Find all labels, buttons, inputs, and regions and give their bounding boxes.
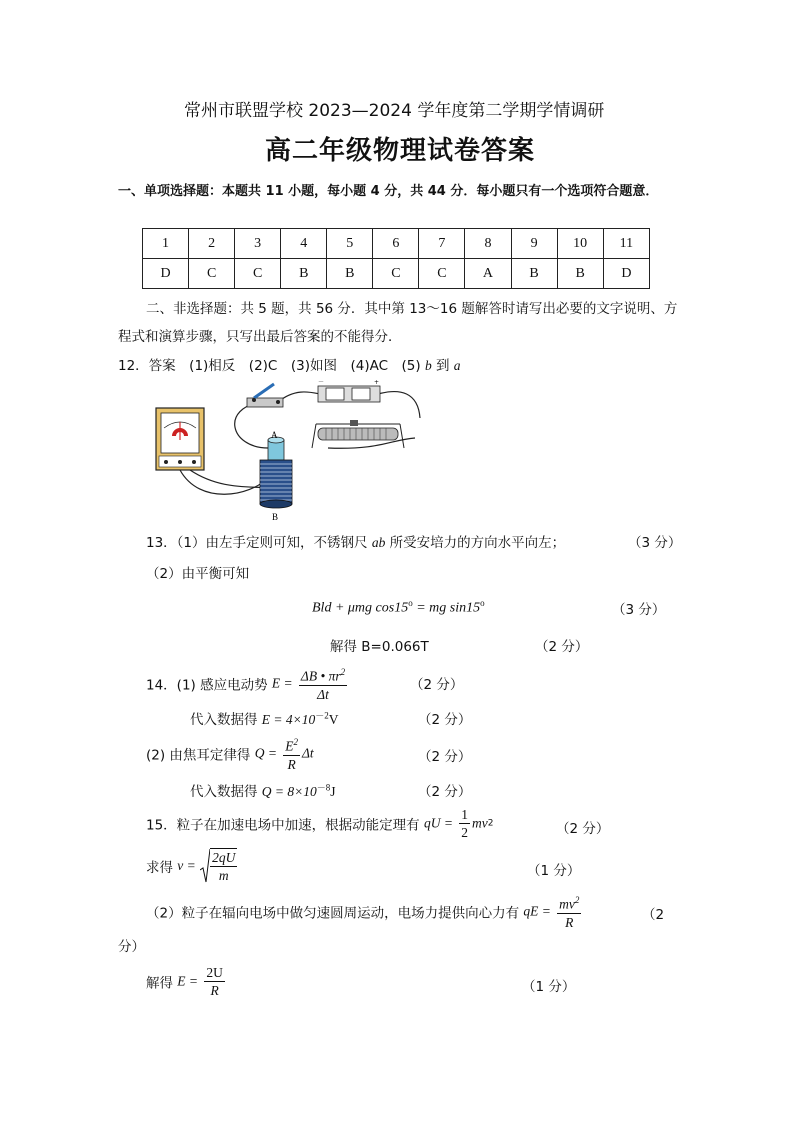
denominator: R [565,914,574,930]
answer-cell: B [327,259,373,289]
q14-text3: (2) 由焦耳定律得 [146,747,255,764]
q13-line2: （2）由平衡可知 [146,566,250,582]
q15-text1: 15．粒子在加速电场中加速，根据动能定理有 [146,817,424,834]
q15-line3 [146,892,583,931]
q14-part2 [190,708,339,728]
q13-text1: 13．（1）由左手定则可知，不锈钢尺 [146,535,372,551]
deg-sup: o [480,598,485,608]
q15-lhs1: qU = [423,815,453,831]
denominator: R [210,983,219,998]
q13-solve: 解得 B=0.066T [330,639,429,655]
svg-text:+: + [374,379,380,386]
q14-part1 [146,664,349,703]
question-number: 8 [465,229,511,259]
sup: 2 [293,737,298,747]
unit: J [330,784,336,799]
fraction [459,806,470,841]
q15-text2: 求得 [146,860,178,876]
eq-left: Bld + μmg cos15 [312,600,409,616]
q15-line4 [146,964,227,999]
answer-cell: D [603,259,649,289]
exponent: －8 [316,782,331,793]
q15-line2 [146,848,239,884]
q15-score4: （1 分） [522,979,576,995]
q14-lhs3: Q = [254,745,277,761]
question-number: 1 [143,229,189,259]
q15-line1 [146,806,494,841]
fraction [204,964,225,999]
question-number: 2 [189,229,235,259]
q12-to: 到 [431,358,454,374]
q13-score2: （3 分） [612,602,666,618]
wire [278,392,320,402]
fraction [210,848,237,884]
table-row [143,229,650,259]
school-line: 常州市联盟学校 2023—2024 学年度第二学期学情调研 [184,101,605,121]
numerator: 1 [461,807,469,822]
battery [318,379,380,402]
question-number: 3 [235,229,281,259]
q15-text3: （2）粒子在辐向电场中做匀速圆周运动，电场力提供向心力有 [146,905,524,922]
q15-text4: 解得 [146,975,178,992]
coil-assembly [260,430,292,522]
q15-score1: （2 分） [556,821,610,837]
q14-val2 [262,712,339,727]
eq-right: = mg sin15 [412,600,481,616]
wires [180,392,420,495]
q14-score2: （2 分） [418,712,472,728]
q15-tail1: mv [472,815,488,831]
question-number: 10 [557,229,603,259]
numerator: E [285,738,294,754]
answer-cell: B [557,259,603,289]
answer-cell: C [235,259,281,289]
denominator: 2 [461,825,469,840]
svg-text:－: － [318,379,325,386]
denominator: R [287,756,296,772]
q12-var-a: a [453,358,461,373]
q12-text: 12．答案 (1)相反 (2)C (3)如图 (4)AC (5) [118,358,425,374]
wire [378,392,420,418]
page-title: 高二年级物理试卷答案 [265,136,536,166]
q14-text2: 代入数据得 [190,712,262,728]
table-row [143,259,650,289]
sup: 2 [340,667,346,677]
circuit-diagram [150,378,590,523]
sqrt-sign [200,848,210,884]
section2-line2: 程式和演算步骤，只写出最后答案的不能得分． [118,329,402,345]
q14-val4 [262,784,336,799]
q14-part4 [190,780,336,800]
galvanometer [156,408,204,470]
q12-answer [118,354,461,374]
section1-heading: 一、单项选择题：本题共 11 小题，每小题 4 分，共 44 分．每小题只有一个选项符合题意． [118,184,659,199]
q15-score3a: （2 [642,907,665,923]
answer-cell: C [189,259,235,289]
rheostat [312,420,404,448]
unit: V [328,712,339,727]
q12-var-b: b [424,358,432,373]
q14-lhs1: E = [271,675,293,691]
label-A: A [271,430,278,440]
question-number: 4 [281,229,327,259]
q14-tail3: Δt [302,745,314,761]
q15-lhs3: qE = [523,903,551,919]
q13-line1 [146,531,565,551]
answer-cell: C [419,259,465,289]
switch [247,384,283,407]
denominator: m [218,868,229,883]
answer-cell: A [465,259,511,289]
sup: 2 [487,818,494,829]
q14-text4: 代入数据得 [190,784,262,800]
fraction [557,892,581,931]
q15-score3b: 分） [118,939,145,955]
question-number: 9 [511,229,557,259]
deg-sup: o [408,598,413,608]
answer-cell: B [511,259,557,289]
q13-score1: （3 分） [628,535,682,551]
q14-score4: （2 分） [418,784,472,800]
answer-cell: C [373,259,419,289]
q14-part3 [146,734,314,773]
answer-table [142,228,650,289]
answer-cell: B [281,259,327,289]
q14-score3: （2 分） [418,749,472,765]
wire [180,470,268,494]
q13-score3: （2 分） [535,639,589,655]
exponent: －2 [315,710,329,721]
q15-score2: （1 分） [527,863,581,879]
q15-lhs4: E = [177,973,199,989]
numerator: 2U [206,965,223,980]
denominator: Δt [317,686,329,702]
q14-text1: 14．(1) 感应电动势 [146,677,272,694]
q14-score1: （2 分） [410,677,464,693]
wire [235,402,268,448]
label-B: B [272,512,279,522]
value: Q = 8×10 [261,784,317,799]
numerator: mv [559,896,575,912]
fraction [283,734,300,773]
q13-equation [312,598,485,617]
wire [190,470,268,488]
numerator: ΔB • πr [300,668,341,684]
question-number: 7 [419,229,465,259]
value: E = 4×10 [261,712,316,727]
q15-lhs2: v = [177,858,196,873]
question-number: 6 [373,229,419,259]
numerator: 2qU [212,850,236,865]
q13-text1b: 所受安培力的方向水平向左； [385,535,566,551]
question-number: 5 [327,229,373,259]
sup: 2 [574,895,580,905]
fraction [299,664,347,703]
q13-var-ab: ab [371,535,386,550]
question-number: 11 [603,229,649,259]
answer-cell: D [143,259,189,289]
section2-line1: 二、非选择题：共 5 题，共 56 分．其中第 13～16 题解答时请写出必要的文字说明、方 [146,301,678,317]
